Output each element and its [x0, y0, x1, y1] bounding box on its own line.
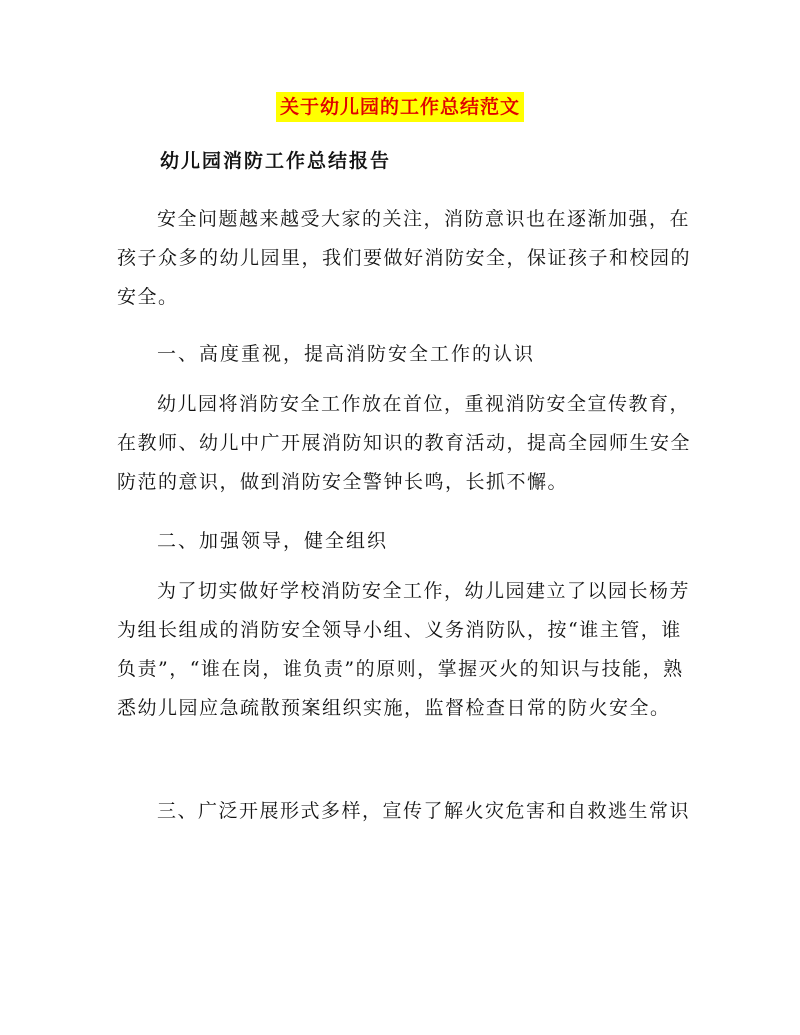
paragraph-1: 幼儿园将消防安全工作放在首位，重视消防安全宣传教育，在教师、幼儿中广开展消防知识的教育活动，提高全园师生安全防范的意识，做到消防安全警钟长鸣，长抓不懈。 — [117, 393, 692, 493]
paragraph-intro: 安全问题越来越受大家的关注，消防意识也在逐渐加强，在孩子众多的幼儿园里，我们要做好消防安全，保证孩子和校园的安全。 — [117, 208, 692, 308]
document-title: 关于幼儿园的工作总结范文 — [276, 92, 524, 122]
paragraph-3: 三、广泛开展形式多样，宣传了解火灾危害和自救逃生常识 — [157, 800, 691, 822]
paragraph-2: 为了切实做好学校消防安全工作，幼儿园建立了以园长杨芳为组长组成的消防安全领导小组、义务消防队，按“谁主管，谁负责”，“谁在岗，谁负责”的原则，掌握灭火的知识与技能，熟悉幼儿园应急疏散预案组织实施，监督检查日常的防火安全。 — [117, 580, 691, 719]
section-heading-2: 二、加强领导，健全组织 — [157, 530, 389, 552]
title-container — [0, 92, 800, 122]
document-subtitle: 幼儿园消防工作总结报告 — [160, 150, 392, 172]
section-heading-1: 一、高度重视，提高消防安全工作的认识 — [157, 343, 536, 365]
